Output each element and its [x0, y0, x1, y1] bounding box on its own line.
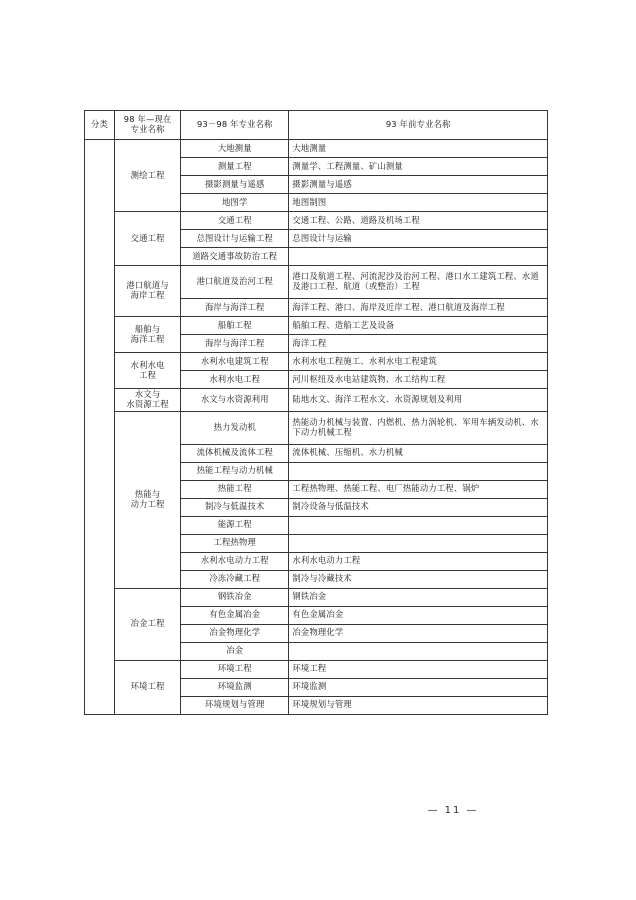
old-specialty-cell: 地图制图	[289, 194, 548, 212]
old-specialty-cell: 船舶工程、造船工艺及设备	[289, 317, 548, 335]
specialty-mapping-table-container	[84, 110, 548, 715]
old-specialty-cell: 水利水电工程施工、水利水电工程建筑	[289, 353, 548, 371]
old-specialty-cell: 冶金物理化学	[289, 624, 548, 642]
table-header-row	[85, 111, 548, 140]
old-specialty-cell: 海洋工程	[289, 335, 548, 353]
mid-specialty-cell: 水利水电动力工程	[181, 552, 289, 570]
mid-specialty-cell: 地图学	[181, 194, 289, 212]
mid-specialty-cell: 测量工程	[181, 158, 289, 176]
mid-specialty-cell: 热能工程与动力机械	[181, 462, 289, 480]
category-merged-cell	[85, 140, 115, 715]
old-specialty-cell	[289, 248, 548, 266]
old-specialty-cell: 总图设计与运输	[289, 230, 548, 248]
table-row	[85, 411, 548, 444]
old-specialty-cell: 钢铁冶金	[289, 588, 548, 606]
table-row	[85, 588, 548, 606]
old-specialty-cell: 有色金属冶金	[289, 606, 548, 624]
mid-specialty-cell: 冶金物理化学	[181, 624, 289, 642]
page-number-label: — 11 —	[427, 805, 479, 816]
page-footer	[0, 805, 636, 816]
old-specialty-cell: 港口及航道工程、河流泥沙及治河工程、港口水工建筑工程、水道及港口工程、航道（或整治）工程	[289, 266, 548, 299]
mid-specialty-cell: 水利水电工程	[181, 371, 289, 389]
old-specialty-cell: 河川枢纽及水电站建筑物、水工结构工程	[289, 371, 548, 389]
table-row	[85, 353, 548, 371]
group-name-cell: 环境工程	[115, 660, 181, 714]
group-name-cell: 港口航道与 海岸工程	[115, 266, 181, 317]
mid-specialty-cell: 有色金属冶金	[181, 606, 289, 624]
mid-specialty-cell: 流体机械及流体工程	[181, 444, 289, 462]
group-name-cell: 热能与 动力工程	[115, 411, 181, 588]
mid-specialty-cell: 水利水电建筑工程	[181, 353, 289, 371]
old-specialty-cell: 制冷设备与低温技术	[289, 498, 548, 516]
header-cell-category: 分类	[85, 111, 115, 140]
old-specialty-cell	[289, 534, 548, 552]
mid-specialty-cell: 海岸与海洋工程	[181, 299, 289, 317]
mid-specialty-cell: 环境监测	[181, 678, 289, 696]
mid-specialty-cell: 船舶工程	[181, 317, 289, 335]
table-row	[85, 212, 548, 230]
specialty-mapping-table	[84, 110, 548, 715]
header-cell-old-specialty: 93 年前专业名称	[289, 111, 548, 140]
old-specialty-cell: 热能动力机械与装置、内燃机、热力涡轮机、军用车辆发动机、水下动力机械工程	[289, 411, 548, 444]
group-name-cell: 船舶与 海洋工程	[115, 317, 181, 353]
old-specialty-cell: 交通工程、公路、道路及机场工程	[289, 212, 548, 230]
header-cell-current-specialty: 98 年—现在 专业名称	[115, 111, 181, 140]
old-specialty-cell	[289, 462, 548, 480]
group-name-cell: 交通工程	[115, 212, 181, 266]
table-row	[85, 317, 548, 335]
old-specialty-cell: 大地测量	[289, 140, 548, 158]
header-cell-mid-specialty: 93－98 年专业名称	[181, 111, 289, 140]
old-specialty-cell: 陆地水文、海洋工程水文、水资源规划及利用	[289, 389, 548, 412]
old-specialty-cell	[289, 516, 548, 534]
old-specialty-cell: 环境规划与管理	[289, 696, 548, 714]
old-specialty-cell: 制冷与冷藏技术	[289, 570, 548, 588]
mid-specialty-cell: 冶金	[181, 642, 289, 660]
mid-specialty-cell: 道路交通事故防治工程	[181, 248, 289, 266]
mid-specialty-cell: 海岸与海洋工程	[181, 335, 289, 353]
old-specialty-cell: 环境工程	[289, 660, 548, 678]
mid-specialty-cell: 制冷与低温技术	[181, 498, 289, 516]
old-specialty-cell: 环境监测	[289, 678, 548, 696]
old-specialty-cell: 流体机械、压缩机、水力机械	[289, 444, 548, 462]
table-row	[85, 389, 548, 412]
old-specialty-cell: 工程热物理、热能工程、电厂热能动力工程、锅炉	[289, 480, 548, 498]
group-name-cell: 水利水电 工程	[115, 353, 181, 389]
old-specialty-cell: 海洋工程、港口、海岸及近岸工程、港口航道及海岸工程	[289, 299, 548, 317]
mid-specialty-cell: 钢铁冶金	[181, 588, 289, 606]
mid-specialty-cell: 水文与水资源利用	[181, 389, 289, 412]
mid-specialty-cell: 总图设计与运输工程	[181, 230, 289, 248]
mid-specialty-cell: 环境工程	[181, 660, 289, 678]
group-name-cell: 水文与 水资源工程	[115, 389, 181, 412]
old-specialty-cell: 摄影测量与遥感	[289, 176, 548, 194]
mid-specialty-cell: 工程热物理	[181, 534, 289, 552]
group-name-cell: 测绘工程	[115, 140, 181, 212]
mid-specialty-cell: 摄影测量与遥感	[181, 176, 289, 194]
old-specialty-cell: 测量学、工程测量、矿山测量	[289, 158, 548, 176]
table-row	[85, 266, 548, 299]
mid-specialty-cell: 环境规划与管理	[181, 696, 289, 714]
mid-specialty-cell: 热能工程	[181, 480, 289, 498]
mid-specialty-cell: 大地测量	[181, 140, 289, 158]
mid-specialty-cell: 冷冻冷藏工程	[181, 570, 289, 588]
old-specialty-cell	[289, 642, 548, 660]
mid-specialty-cell: 热力发动机	[181, 411, 289, 444]
mid-specialty-cell: 能源工程	[181, 516, 289, 534]
old-specialty-cell: 水利水电动力工程	[289, 552, 548, 570]
table-row	[85, 140, 548, 158]
mid-specialty-cell: 港口航道及治河工程	[181, 266, 289, 299]
group-name-cell: 冶金工程	[115, 588, 181, 660]
mid-specialty-cell: 交通工程	[181, 212, 289, 230]
table-row	[85, 660, 548, 678]
